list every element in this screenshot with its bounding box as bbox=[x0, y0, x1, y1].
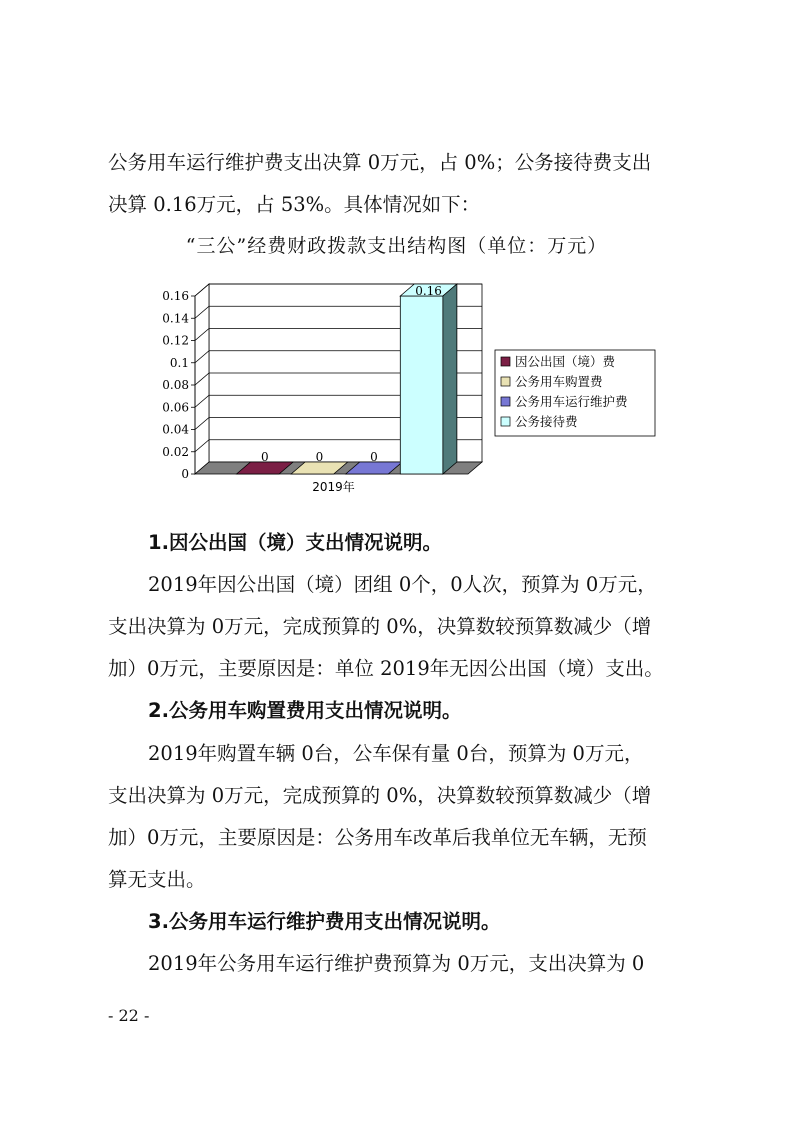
section-1-line-3: 加）0万元，主要原因是：单位 2019年无因公出国（境）支出。 bbox=[108, 657, 664, 680]
section-2-heading: 2.公务用车购置费用支出情况说明。 bbox=[148, 699, 462, 722]
legend-swatch bbox=[501, 377, 510, 386]
y-tick-label: 0.04 bbox=[162, 422, 189, 437]
legend-entry: 因公出国（境）费 bbox=[515, 354, 616, 369]
section-2-line-1: 2019年购置车辆 0台，公车保有量 0台，预算为 0万元， bbox=[148, 742, 644, 765]
data-label: 0 bbox=[260, 450, 269, 464]
page-number: - 22 - bbox=[108, 1006, 150, 1025]
data-label: 0.16 bbox=[415, 284, 442, 298]
legend-swatch bbox=[501, 397, 510, 406]
y-tick-label: 0.08 bbox=[162, 378, 189, 392]
section-3-heading: 3.公务用车运行维护费用支出情况说明。 bbox=[148, 910, 501, 933]
section-2-line-3: 加）0万元，主要原因是：公务用车改革后我单位无车辆，无预 bbox=[108, 826, 647, 849]
legend bbox=[495, 350, 655, 436]
y-tick-label: 0 bbox=[181, 467, 189, 481]
legend-entry: 公务接待费 bbox=[515, 414, 578, 429]
legend-swatch bbox=[501, 417, 510, 426]
bar-chart bbox=[150, 278, 670, 498]
y-tick-label: 0.06 bbox=[162, 400, 189, 415]
intro-line-1: 公务用车运行维护费支出决算 0万元，占 0%；公务接待费支出 bbox=[108, 151, 652, 174]
legend-entry: 公务用车购置费 bbox=[515, 374, 603, 389]
y-tick-label: 0.14 bbox=[162, 311, 189, 326]
section-3-line-1: 2019年公务用车运行维护费预算为 0万元，支出决算为 0 bbox=[148, 952, 645, 975]
section-2-line-2: 支出决算为 0万元，完成预算的 0%，决算数较预算数减少（增 bbox=[108, 784, 652, 807]
bar-4 bbox=[400, 284, 457, 474]
legend-swatch bbox=[501, 357, 510, 366]
y-tick-label: 0.16 bbox=[162, 289, 189, 303]
data-label: 0 bbox=[315, 450, 324, 464]
legend-entry: 公务用车运行维护费 bbox=[515, 394, 628, 409]
y-tick-label: 0.02 bbox=[162, 444, 189, 459]
data-label: 0 bbox=[370, 450, 378, 464]
chart-title: “三公”经费财政拨款支出结构图（单位：万元） bbox=[185, 235, 608, 257]
intro-line-2: 决算 0.16万元，占 53%。具体情况如下： bbox=[108, 193, 481, 216]
bar-front bbox=[400, 296, 443, 474]
y-tick-labels bbox=[162, 289, 189, 481]
section-1-line-1: 2019年因公出国（境）团组 0个，0人次，预算为 0万元， bbox=[148, 573, 657, 596]
y-tick-label: 0.1 bbox=[169, 355, 189, 370]
section-2-line-4: 算无支出。 bbox=[108, 868, 206, 891]
section-1-line-2: 支出决算为 0万元，完成预算的 0%，决算数较预算数减少（增 bbox=[108, 615, 652, 638]
bar-side bbox=[443, 284, 457, 474]
y-tick-label: 0.12 bbox=[162, 333, 189, 348]
section-1-heading: 1.因公出国（境）支出情况说明。 bbox=[148, 531, 442, 554]
x-category-label: 2019年 bbox=[312, 480, 355, 494]
x-category-labels bbox=[312, 479, 355, 494]
